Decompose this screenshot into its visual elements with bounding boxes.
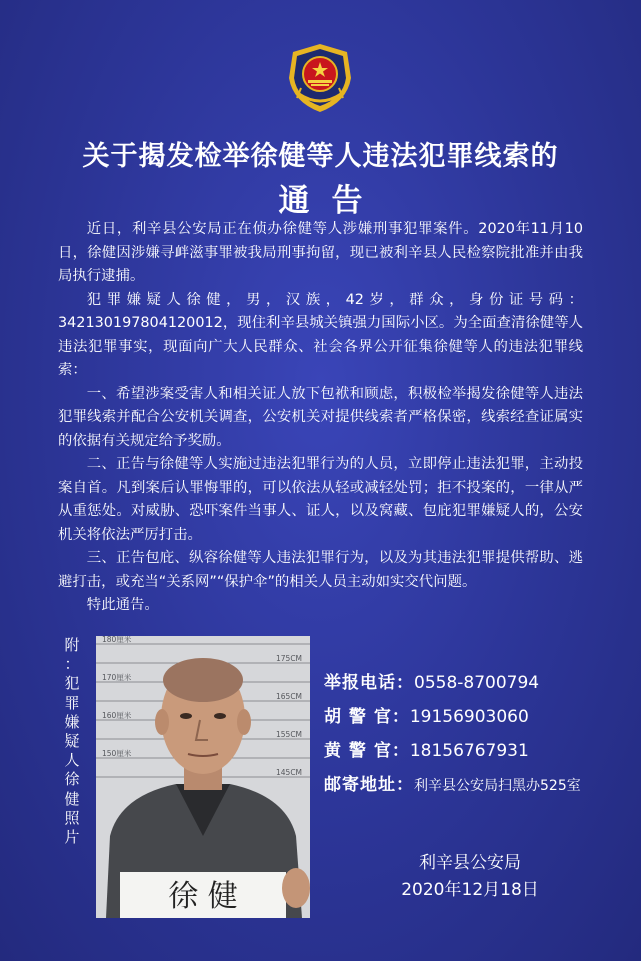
attachment-label-char: 健 (64, 789, 80, 808)
paragraph: 犯罪嫌疑人徐健，男，汉族，42岁，群众，身份证号码：342130197804120012，现住利辛县城关镇强力国际小区。为全面查清徐健等人违法犯罪事实，现面向广大人民群众、社会各界公开征集徐健等人的违法犯罪线索： (58, 291, 583, 378)
attachment-label (62, 636, 82, 847)
ruler-label: 175CM (276, 654, 303, 663)
contact-label: 胡 警 官： (324, 707, 410, 727)
notice-title-line2: 通告 (278, 183, 385, 219)
ruler-label: 145CM (276, 768, 303, 777)
ruler-label: 180厘米 (102, 636, 132, 644)
attachment-label-char: 片 (64, 828, 80, 847)
contact-label: 举报电话： (324, 673, 414, 693)
paragraph: 近日，利辛县公安局正在侦办徐健等人涉嫌刑事犯罪案件。2020年11月10日，徐健因涉嫌寻衅滋事罪被我局刑事拘留，现已被利辛县人民检察院批准并由我局执行逮捕。 (58, 221, 583, 284)
contact-row-hotline (324, 668, 624, 702)
attachment-label-char: 嫌 (64, 712, 80, 731)
issuing-organization: 利辛县公安局 (419, 853, 521, 873)
attachment-label-char: 犯 (64, 674, 80, 693)
officer-huang-phone: 18156767931 (409, 741, 529, 761)
mailing-address: 利辛县公安局扫黑办525室 (414, 778, 581, 794)
police-emblem-icon (285, 42, 355, 114)
paragraph: 二、正告与徐健等人实施过违法犯罪行为的人员，立即停止违法犯罪，主动投案自首。凡到案后认罪悔罪的，可以依法从轻或减轻处罚；拒不投案的，一律从严从重惩处。对威胁、恐吓案件当事人、证人，以及窝藏、包庇犯罪嫌疑人的，公安机关将依法严厉打击。 (58, 456, 583, 543)
issue-date: 2020年12月18日 (401, 880, 539, 900)
attachment-label-char: 人 (64, 751, 80, 770)
attachment-label-char: 疑 (64, 732, 80, 751)
attachment-label-char: 附 (64, 636, 80, 654)
ruler-label: 170厘米 (102, 673, 132, 682)
notice-title-line1: 关于揭发检举徐健等人违法犯罪线索的 (82, 141, 559, 172)
contact-row-officer-hu (324, 702, 624, 736)
suspect-photo (96, 636, 310, 918)
contact-row-officer-huang (324, 736, 624, 770)
attachment-label-char: 照 (64, 808, 80, 827)
paragraph: 三、正告包庇、纵容徐健等人违法犯罪行为，以及为其违法犯罪提供帮助、逃避打击，或充当“关系网”“保护伞”的相关人员主动如实交代问题。 (58, 550, 583, 590)
contact-row-address (324, 770, 624, 804)
officer-hu-phone: 19156903060 (409, 707, 529, 727)
paragraph: 特此通告。 (86, 597, 159, 613)
suspect-photo-image (96, 636, 310, 918)
paragraph: 一、希望涉案受害人和相关证人放下包袱和顾虑，积极检举揭发徐健等人违法犯罪线索并配合公安机关调查，公安机关对提供线索者严格保密，线索经查证属实的依据有关规定给予奖励。 (58, 385, 583, 449)
hotline-number: 0558-8700794 (414, 673, 540, 693)
attachment-label-char: 罪 (64, 693, 80, 712)
name-card-text: 徐 健 (168, 879, 238, 914)
ruler-label: 160厘米 (102, 711, 132, 720)
contact-info (324, 668, 624, 804)
attachment-label-char: ： (64, 655, 80, 674)
ruler-label: 165CM (276, 692, 303, 701)
attachment-label-char: 徐 (64, 770, 80, 789)
signature-block (380, 850, 560, 904)
ruler-label: 150厘米 (102, 749, 132, 758)
contact-label: 黄 警 官： (324, 741, 410, 761)
contact-label: 邮寄地址： (324, 775, 414, 795)
notice-body (58, 218, 583, 618)
ruler-label: 155CM (276, 730, 303, 739)
